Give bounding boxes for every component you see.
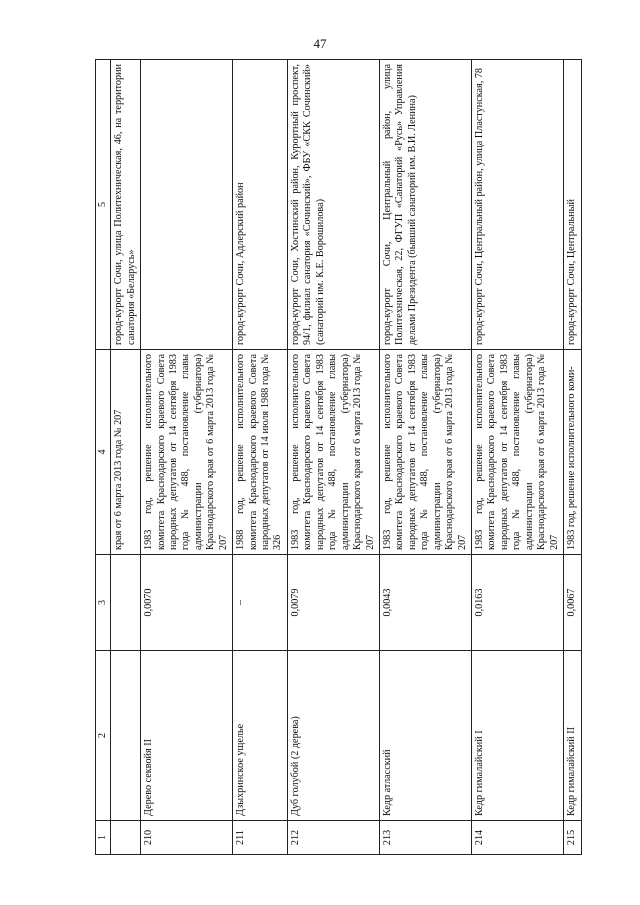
monument-area: 0,0043 bbox=[379, 555, 471, 651]
location: город-курорт Сочи, Хостинский район, Курортный проспект, 94/1, филиал санатория «Сочинский», ФБУ «СКК Сочинский» (санаторий им. К.Е. Ворошилова) bbox=[287, 60, 379, 350]
row-number: 212 bbox=[287, 821, 379, 855]
row-number: 214 bbox=[472, 821, 564, 855]
monument-area: 0,0163 bbox=[472, 555, 564, 651]
monument-name: Кедр гималайский II bbox=[564, 651, 581, 821]
rotated-table-container bbox=[95, 60, 595, 855]
natural-monuments-table bbox=[95, 59, 582, 855]
monument-area: – bbox=[233, 555, 288, 651]
monument-name: Кедр гималайский I bbox=[472, 651, 564, 821]
table-row bbox=[472, 60, 564, 855]
header-col-2: 2 bbox=[96, 651, 111, 821]
header-col-4: 4 bbox=[96, 350, 111, 555]
table-row bbox=[379, 60, 471, 855]
monument-name: Дуб голубой (2 дерева) bbox=[287, 651, 379, 821]
legal-basis: 1983 год, решение исполнительного комитета Краснодарского краевого Совета народных депутатов от 14 сентября 1983 года № 488, постановление главы администрации (губернатора) Краснодарского края от 6 марта 2013 года № 207 bbox=[287, 350, 379, 555]
continuation-location: город-курорт Сочи, улица Политехническая, 46, на территории санатория «Беларусь» bbox=[111, 60, 141, 350]
cell-empty bbox=[111, 555, 141, 651]
table-row bbox=[564, 60, 581, 855]
table-row bbox=[141, 60, 233, 855]
cell-empty bbox=[111, 821, 141, 855]
cell-empty bbox=[111, 651, 141, 821]
header-col-3: 3 bbox=[96, 555, 111, 651]
row-number: 213 bbox=[379, 821, 471, 855]
location: город-курорт Сочи, Центральный bbox=[564, 60, 581, 350]
row-number: 215 bbox=[564, 821, 581, 855]
table-header-row bbox=[96, 60, 111, 855]
legal-basis: 1983 год, решение исполнительного комитета Краснодарского краевого Совета народных депутатов от 14 сентября 1983 года № 488, постановление главы администрации (губернатора) Краснодарского края от 6 марта 2013 года № 207 bbox=[141, 350, 233, 555]
monument-area: 0,0070 bbox=[141, 555, 233, 651]
legal-basis: 1988 год, решение исполнительного комитета Краснодарского краевого Совета народных депутатов от 14 июля 1988 года № 326 bbox=[233, 350, 288, 555]
location bbox=[141, 60, 233, 350]
location: город-курорт Сочи, Центральный район, улица Пластунская, 78 bbox=[472, 60, 564, 350]
monument-area: 0,0079 bbox=[287, 555, 379, 651]
rotated-page-region bbox=[95, 60, 640, 855]
page-number: 47 bbox=[313, 36, 327, 51]
continuation-basis: края от 6 марта 2013 года № 207 bbox=[111, 350, 141, 555]
legal-basis: 1983 год, решение исполнительного коми- bbox=[564, 350, 581, 555]
table-row bbox=[287, 60, 379, 855]
location: город-курорт Сочи, Центральный район, улица Политехническая, 22, ФГУП «Санаторий «Русь» Управления делами Президента (бывший санаторий им. В.И. Ленина) bbox=[379, 60, 471, 350]
monument-area: 0,0067 bbox=[564, 555, 581, 651]
row-number: 210 bbox=[141, 821, 233, 855]
monument-name: Дзыхринское ущелье bbox=[233, 651, 288, 821]
continuation-row bbox=[111, 60, 141, 855]
monument-name: Дерево секвойя II bbox=[141, 651, 233, 821]
location: город-курорт Сочи, Адлерский район bbox=[233, 60, 288, 350]
header-col-5: 5 bbox=[96, 60, 111, 350]
row-number: 211 bbox=[233, 821, 288, 855]
table-row bbox=[233, 60, 288, 855]
header-col-1: 1 bbox=[96, 821, 111, 855]
legal-basis: 1983 год, решение исполнительного комитета Краснодарского краевого Совета народных депутатов от 14 сентября 1983 года № 488, постановление главы администрации (губернатора) Краснодарского края от 6 марта 2013 года № 207 bbox=[472, 350, 564, 555]
monument-name: Кедр атласский bbox=[379, 651, 471, 821]
legal-basis: 1983 год, решение исполнительного комитета Краснодарского краевого Совета народных депутатов от 14 сентября 1983 года № 488, постановление главы администрации (губернатора) Краснодарского края от 6 марта 2013 года № 207 bbox=[379, 350, 471, 555]
